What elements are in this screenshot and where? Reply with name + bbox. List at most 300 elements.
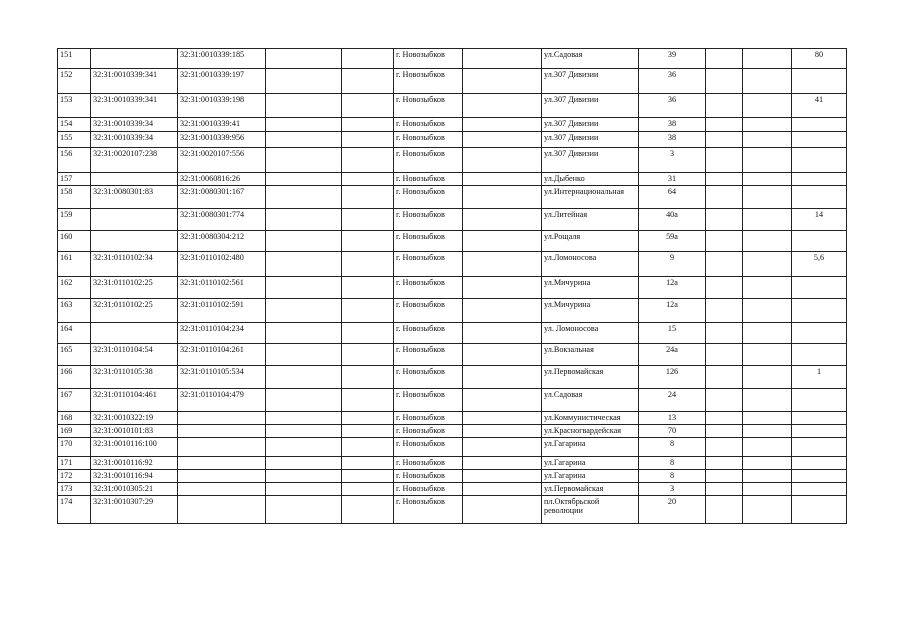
city-cell: г. Новозыбков [394, 252, 463, 277]
row-number-cell: 159 [58, 209, 91, 231]
house-number-cell: 70 [639, 425, 706, 438]
house-number-cell: 38 [639, 118, 706, 132]
empty-cell [266, 470, 342, 483]
row-number-cell: 151 [58, 49, 91, 69]
house-number-cell: 12а [639, 277, 706, 299]
street-cell: ул.Мичурина [542, 277, 639, 299]
house-number-cell: 3 [639, 148, 706, 173]
table-row [58, 425, 847, 438]
street-cell: ул.307 Дивизии [542, 118, 639, 132]
cadastral-new-cell: 32:31:0010339:41 [178, 118, 266, 132]
cadastral-new-cell: 32:31:0110102:480 [178, 252, 266, 277]
house-number-cell: 59а [639, 231, 706, 252]
empty-cell [743, 457, 792, 470]
table-row [58, 173, 847, 186]
empty-cell [463, 457, 542, 470]
house-number-cell: 39 [639, 49, 706, 69]
empty-cell [342, 366, 394, 389]
cadastral-new-cell [178, 412, 266, 425]
city-cell: г. Новозыбков [394, 209, 463, 231]
empty-cell [706, 69, 743, 94]
house-number-cell: 13 [639, 412, 706, 425]
cadastral-new-cell [178, 438, 266, 457]
cadastral-new-cell: 32:31:0080301:167 [178, 186, 266, 209]
apartment-cell: 1 [792, 366, 847, 389]
empty-cell [342, 148, 394, 173]
empty-cell [463, 389, 542, 412]
cadastral-new-cell: 32:31:0010339:185 [178, 49, 266, 69]
empty-cell [266, 148, 342, 173]
table-row [58, 483, 847, 496]
empty-cell [706, 277, 743, 299]
house-number-cell: 36 [639, 94, 706, 118]
table-row [58, 231, 847, 252]
house-number-cell: 24 [639, 389, 706, 412]
cadastral-new-cell: 32:31:0080304:212 [178, 231, 266, 252]
empty-cell [266, 457, 342, 470]
street-cell: ул.Гагарина [542, 457, 639, 470]
house-number-cell: 8 [639, 438, 706, 457]
house-number-cell: 12а [639, 299, 706, 323]
cadastral-new-cell: 32:31:0110102:591 [178, 299, 266, 323]
empty-cell [706, 344, 743, 366]
empty-cell [463, 470, 542, 483]
empty-cell [743, 323, 792, 344]
table-row [58, 457, 847, 470]
empty-cell [342, 132, 394, 148]
row-number-cell: 158 [58, 186, 91, 209]
empty-cell [342, 49, 394, 69]
empty-cell [706, 173, 743, 186]
street-cell: ул.307 Дивизии [542, 132, 639, 148]
city-cell: г. Новозыбков [394, 483, 463, 496]
city-cell: г. Новозыбков [394, 49, 463, 69]
empty-cell [342, 483, 394, 496]
table-row [58, 496, 847, 524]
empty-cell [463, 118, 542, 132]
empty-cell [463, 209, 542, 231]
house-number-cell: 31 [639, 173, 706, 186]
table-row [58, 412, 847, 425]
row-number-cell: 152 [58, 69, 91, 94]
empty-cell [706, 496, 743, 524]
empty-cell [743, 496, 792, 524]
empty-cell [743, 412, 792, 425]
empty-cell [266, 389, 342, 412]
empty-cell [463, 323, 542, 344]
empty-cell [706, 470, 743, 483]
table-row [58, 69, 847, 94]
cadastral-old-cell: 32:31:0110104:461 [91, 389, 178, 412]
empty-cell [743, 132, 792, 148]
cadastral-new-cell: 32:31:0110104:234 [178, 323, 266, 344]
cadastral-new-cell: 32:31:0060816:26 [178, 173, 266, 186]
empty-cell [266, 366, 342, 389]
empty-cell [706, 323, 743, 344]
empty-cell [342, 231, 394, 252]
cadastral-old-cell: 32:31:0010116:94 [91, 470, 178, 483]
house-number-cell: 9 [639, 252, 706, 277]
row-number-cell: 174 [58, 496, 91, 524]
cadastral-new-cell [178, 457, 266, 470]
empty-cell [743, 69, 792, 94]
city-cell: г. Новозыбков [394, 118, 463, 132]
street-cell: ул.Гагарина [542, 470, 639, 483]
apartment-cell: 80 [792, 49, 847, 69]
empty-cell [743, 438, 792, 457]
empty-cell [706, 132, 743, 148]
empty-cell [342, 389, 394, 412]
house-number-cell: 15 [639, 323, 706, 344]
city-cell: г. Новозыбков [394, 299, 463, 323]
empty-cell [743, 252, 792, 277]
empty-cell [342, 173, 394, 186]
cadastral-old-cell: 32:31:0010101:83 [91, 425, 178, 438]
street-cell: ул.Коммунистическая [542, 412, 639, 425]
cadastral-old-cell [91, 231, 178, 252]
apartment-cell: 14 [792, 209, 847, 231]
street-cell: ул. Ломоносова [542, 323, 639, 344]
empty-cell [342, 277, 394, 299]
empty-cell [743, 344, 792, 366]
empty-cell [342, 209, 394, 231]
table-row [58, 186, 847, 209]
cadastral-old-cell [91, 323, 178, 344]
cadastral-new-cell: 32:31:0080301:774 [178, 209, 266, 231]
city-cell: г. Новозыбков [394, 148, 463, 173]
empty-cell [463, 252, 542, 277]
city-cell: г. Новозыбков [394, 277, 463, 299]
table-row [58, 132, 847, 148]
empty-cell [743, 49, 792, 69]
apartment-cell [792, 470, 847, 483]
apartment-cell: 41 [792, 94, 847, 118]
house-number-cell: 3 [639, 483, 706, 496]
cadastral-old-cell [91, 209, 178, 231]
house-number-cell: 40а [639, 209, 706, 231]
empty-cell [706, 425, 743, 438]
empty-cell [342, 438, 394, 457]
empty-cell [743, 389, 792, 412]
empty-cell [463, 496, 542, 524]
cadastral-old-cell: 32:31:0010339:34 [91, 132, 178, 148]
cadastral-old-cell: 32:31:0110102:25 [91, 277, 178, 299]
apartment-cell [792, 438, 847, 457]
empty-cell [706, 148, 743, 173]
city-cell: г. Новозыбков [394, 425, 463, 438]
empty-cell [342, 94, 394, 118]
street-cell: ул.Первомайская [542, 483, 639, 496]
table-row [58, 252, 847, 277]
empty-cell [743, 299, 792, 323]
empty-cell [266, 483, 342, 496]
cadastral-new-cell: 32:31:0010339:197 [178, 69, 266, 94]
city-cell: г. Новозыбков [394, 344, 463, 366]
table-row [58, 209, 847, 231]
address-table [57, 48, 847, 524]
street-cell: ул.Литейная [542, 209, 639, 231]
row-number-cell: 157 [58, 173, 91, 186]
apartment-cell [792, 457, 847, 470]
table-row [58, 389, 847, 412]
empty-cell [342, 425, 394, 438]
empty-cell [706, 209, 743, 231]
table-row [58, 323, 847, 344]
empty-cell [706, 483, 743, 496]
cadastral-new-cell [178, 425, 266, 438]
empty-cell [342, 344, 394, 366]
empty-cell [266, 231, 342, 252]
row-number-cell: 161 [58, 252, 91, 277]
empty-cell [463, 186, 542, 209]
row-number-cell: 156 [58, 148, 91, 173]
apartment-cell [792, 132, 847, 148]
cadastral-new-cell: 32:31:0110102:561 [178, 277, 266, 299]
empty-cell [266, 425, 342, 438]
apartment-cell [792, 344, 847, 366]
empty-cell [266, 132, 342, 148]
city-cell: г. Новозыбков [394, 496, 463, 524]
house-number-cell: 8 [639, 457, 706, 470]
cadastral-new-cell: 32:31:0110104:479 [178, 389, 266, 412]
empty-cell [266, 209, 342, 231]
empty-cell [266, 496, 342, 524]
cadastral-old-cell: 32:31:0010116:92 [91, 457, 178, 470]
table-row [58, 470, 847, 483]
house-number-cell: 38 [639, 132, 706, 148]
cadastral-old-cell: 32:31:0080301:83 [91, 186, 178, 209]
cadastral-new-cell: 32:31:0110104:261 [178, 344, 266, 366]
empty-cell [463, 277, 542, 299]
city-cell: г. Новозыбков [394, 186, 463, 209]
empty-cell [743, 148, 792, 173]
empty-cell [743, 231, 792, 252]
row-number-cell: 154 [58, 118, 91, 132]
row-number-cell: 155 [58, 132, 91, 148]
cadastral-old-cell: 32:31:0010305:21 [91, 483, 178, 496]
cadastral-new-cell [178, 496, 266, 524]
empty-cell [743, 470, 792, 483]
city-cell: г. Новозыбков [394, 323, 463, 344]
empty-cell [342, 118, 394, 132]
empty-cell [706, 231, 743, 252]
empty-cell [342, 299, 394, 323]
empty-cell [463, 94, 542, 118]
city-cell: г. Новозыбков [394, 412, 463, 425]
empty-cell [266, 323, 342, 344]
cadastral-old-cell: 32:31:0010307:29 [91, 496, 178, 524]
empty-cell [706, 299, 743, 323]
city-cell: г. Новозыбков [394, 231, 463, 252]
empty-cell [342, 186, 394, 209]
city-cell: г. Новозыбков [394, 366, 463, 389]
empty-cell [706, 252, 743, 277]
empty-cell [743, 94, 792, 118]
cadastral-old-cell: 32:31:0010339:341 [91, 69, 178, 94]
row-number-cell: 168 [58, 412, 91, 425]
empty-cell [266, 277, 342, 299]
cadastral-new-cell [178, 470, 266, 483]
cadastral-old-cell: 32:31:0010339:34 [91, 118, 178, 132]
empty-cell [743, 173, 792, 186]
empty-cell [743, 209, 792, 231]
street-cell: пл.Октябрьской революции [542, 496, 639, 524]
empty-cell [266, 438, 342, 457]
empty-cell [463, 69, 542, 94]
empty-cell [463, 425, 542, 438]
row-number-cell: 169 [58, 425, 91, 438]
house-number-cell: 36 [639, 69, 706, 94]
cadastral-old-cell: 32:31:0110102:25 [91, 299, 178, 323]
apartment-cell [792, 186, 847, 209]
cadastral-new-cell: 32:31:0010339:956 [178, 132, 266, 148]
house-number-cell: 8 [639, 470, 706, 483]
empty-cell [743, 483, 792, 496]
street-cell: ул.Ломоносова [542, 252, 639, 277]
empty-cell [463, 438, 542, 457]
row-number-cell: 171 [58, 457, 91, 470]
cadastral-old-cell: 32:31:0110102:34 [91, 252, 178, 277]
street-cell: ул.Садовая [542, 49, 639, 69]
empty-cell [342, 496, 394, 524]
empty-cell [463, 49, 542, 69]
empty-cell [342, 457, 394, 470]
empty-cell [342, 69, 394, 94]
apartment-cell [792, 483, 847, 496]
table-row [58, 438, 847, 457]
empty-cell [463, 148, 542, 173]
row-number-cell: 167 [58, 389, 91, 412]
street-cell: ул.Гагарина [542, 438, 639, 457]
empty-cell [266, 344, 342, 366]
empty-cell [463, 299, 542, 323]
cadastral-old-cell: 32:31:0020107:238 [91, 148, 178, 173]
city-cell: г. Новозыбков [394, 457, 463, 470]
empty-cell [266, 186, 342, 209]
apartment-cell [792, 389, 847, 412]
empty-cell [463, 483, 542, 496]
empty-cell [463, 344, 542, 366]
empty-cell [266, 412, 342, 425]
street-cell: ул.307 Дивизии [542, 94, 639, 118]
table-row [58, 94, 847, 118]
street-cell: ул.307 Дивизии [542, 69, 639, 94]
table-row [58, 299, 847, 323]
apartment-cell [792, 299, 847, 323]
cadastral-new-cell [178, 483, 266, 496]
street-cell: ул.Дыбенко [542, 173, 639, 186]
empty-cell [463, 366, 542, 389]
apartment-cell [792, 425, 847, 438]
empty-cell [342, 412, 394, 425]
city-cell: г. Новозыбков [394, 173, 463, 186]
cadastral-old-cell: 32:31:0010339:341 [91, 94, 178, 118]
empty-cell [743, 186, 792, 209]
cadastral-new-cell: 32:31:0010339:198 [178, 94, 266, 118]
cadastral-old-cell: 32:31:0110105:38 [91, 366, 178, 389]
empty-cell [463, 173, 542, 186]
city-cell: г. Новозыбков [394, 94, 463, 118]
cadastral-old-cell: 32:31:0010116:100 [91, 438, 178, 457]
apartment-cell [792, 496, 847, 524]
empty-cell [266, 173, 342, 186]
empty-cell [463, 132, 542, 148]
row-number-cell: 163 [58, 299, 91, 323]
city-cell: г. Новозыбков [394, 438, 463, 457]
empty-cell [463, 412, 542, 425]
empty-cell [342, 470, 394, 483]
cadastral-old-cell [91, 49, 178, 69]
house-number-cell: 126 [639, 366, 706, 389]
empty-cell [463, 231, 542, 252]
row-number-cell: 173 [58, 483, 91, 496]
cadastral-old-cell [91, 173, 178, 186]
row-number-cell: 164 [58, 323, 91, 344]
apartment-cell: 5,6 [792, 252, 847, 277]
empty-cell [706, 94, 743, 118]
empty-cell [743, 366, 792, 389]
cadastral-old-cell: 32:31:0110104:54 [91, 344, 178, 366]
empty-cell [706, 49, 743, 69]
street-cell: ул.Рощаля [542, 231, 639, 252]
cadastral-new-cell: 32:31:0020107:556 [178, 148, 266, 173]
table-row [58, 344, 847, 366]
empty-cell [743, 425, 792, 438]
street-cell: ул.Красногвардейская [542, 425, 639, 438]
apartment-cell [792, 69, 847, 94]
empty-cell [706, 412, 743, 425]
empty-cell [743, 277, 792, 299]
street-cell: ул.307 Дивизии [542, 148, 639, 173]
empty-cell [342, 252, 394, 277]
apartment-cell [792, 277, 847, 299]
table-row [58, 49, 847, 69]
empty-cell [342, 323, 394, 344]
empty-cell [266, 69, 342, 94]
row-number-cell: 172 [58, 470, 91, 483]
table-row [58, 148, 847, 173]
empty-cell [706, 457, 743, 470]
empty-cell [266, 94, 342, 118]
apartment-cell [792, 148, 847, 173]
table-row [58, 118, 847, 132]
empty-cell [706, 186, 743, 209]
cadastral-old-cell: 32:31:0010322:19 [91, 412, 178, 425]
empty-cell [706, 389, 743, 412]
row-number-cell: 166 [58, 366, 91, 389]
empty-cell [743, 118, 792, 132]
house-number-cell: 64 [639, 186, 706, 209]
city-cell: г. Новозыбков [394, 389, 463, 412]
row-number-cell: 162 [58, 277, 91, 299]
city-cell: г. Новозыбков [394, 470, 463, 483]
house-number-cell: 24а [639, 344, 706, 366]
street-cell: ул.Мичурина [542, 299, 639, 323]
street-cell: ул.Интернациональная [542, 186, 639, 209]
empty-cell [266, 252, 342, 277]
house-number-cell: 20 [639, 496, 706, 524]
row-number-cell: 165 [58, 344, 91, 366]
empty-cell [266, 299, 342, 323]
apartment-cell [792, 118, 847, 132]
empty-cell [706, 118, 743, 132]
apartment-cell [792, 173, 847, 186]
row-number-cell: 153 [58, 94, 91, 118]
table-row [58, 366, 847, 389]
empty-cell [266, 49, 342, 69]
empty-cell [266, 118, 342, 132]
city-cell: г. Новозыбков [394, 132, 463, 148]
